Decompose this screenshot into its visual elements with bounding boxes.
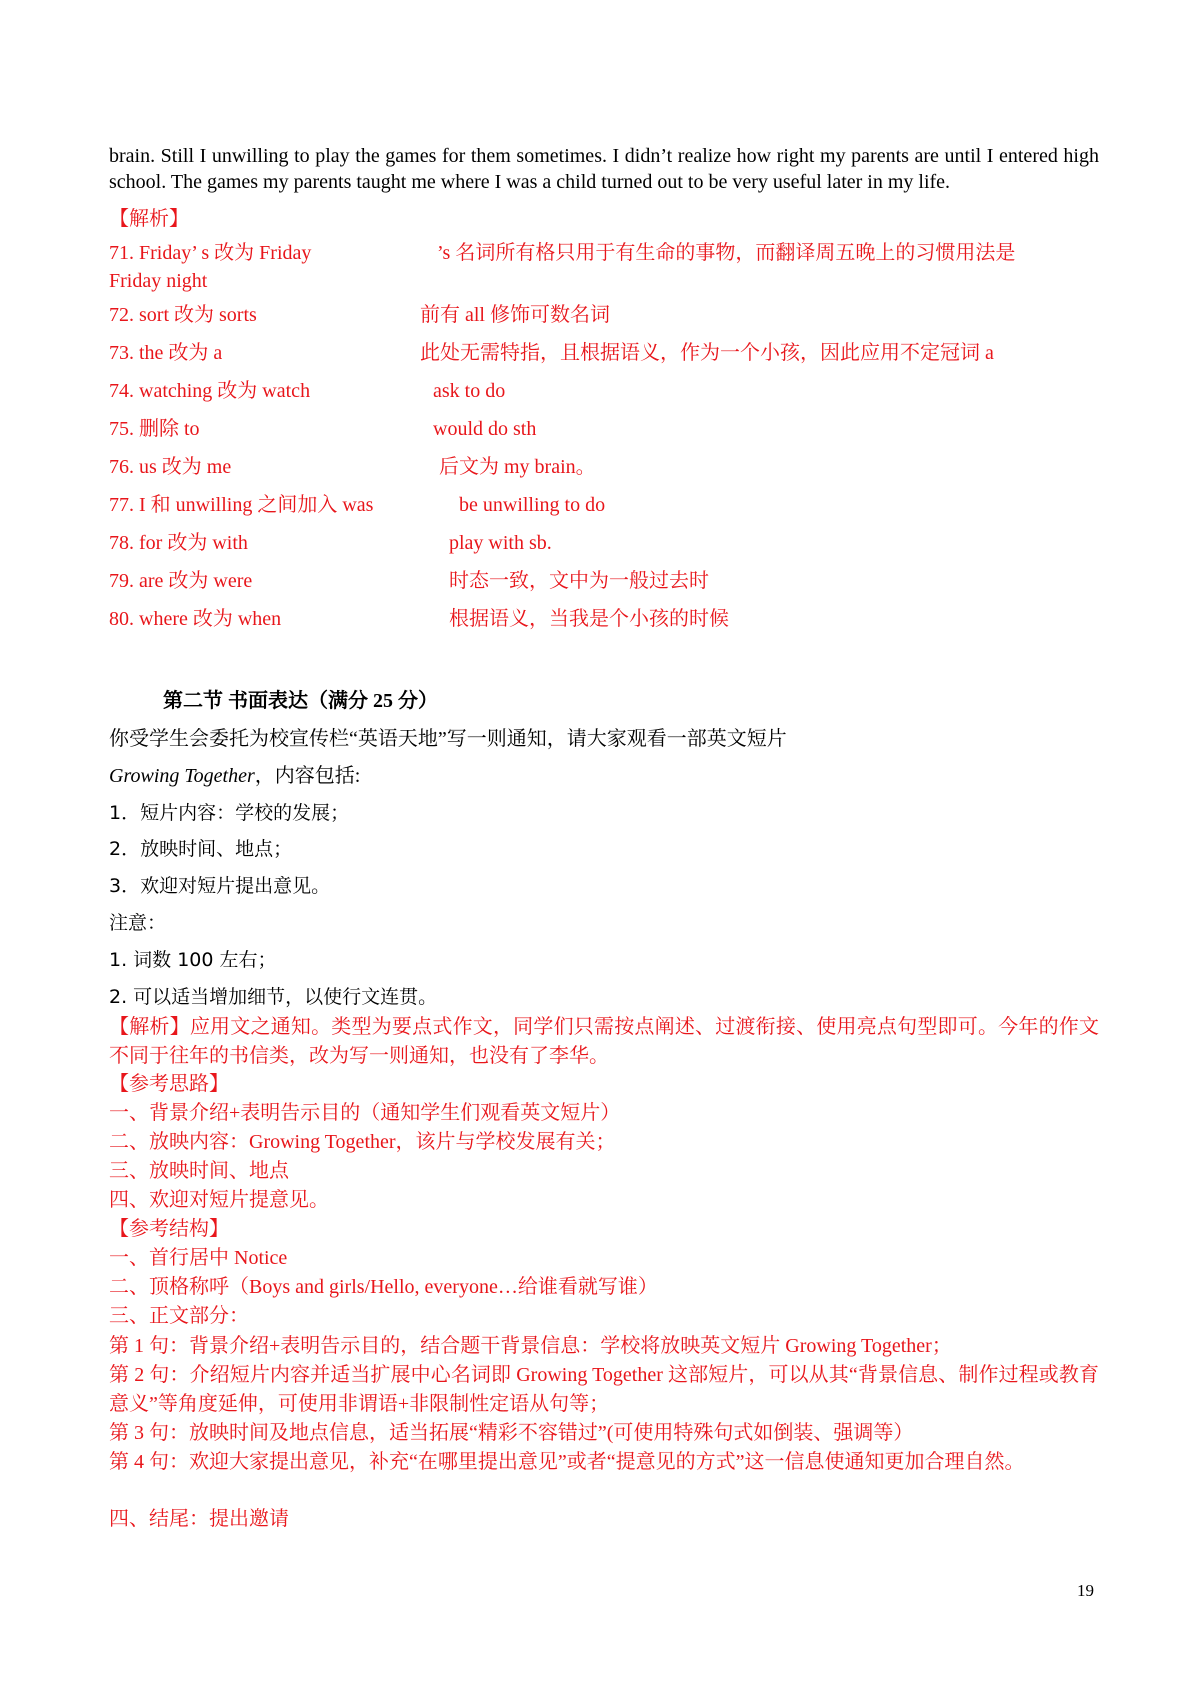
correction-80-right: 根据语义，当我是个小孩的时候 <box>449 608 729 630</box>
point-1: 1．短片内容：学校的发展； <box>109 802 350 824</box>
correction-74-right: ask to do <box>433 380 506 402</box>
point-2: 2．放映时间、地点； <box>109 838 293 860</box>
correction-71-continuation: Friday night <box>109 270 208 292</box>
point-3: 3．欢迎对短片提出意见。 <box>109 875 331 897</box>
structure-heading: 【参考结构】 <box>109 1218 229 1240</box>
thinking-1: 一、背景介绍+表明告示目的（通知学生们观看英文短片） <box>109 1102 621 1124</box>
correction-71-left: 71. Friday’ s 改为 Friday <box>109 242 312 264</box>
page-number: 19 <box>1077 1581 1094 1600</box>
correction-75-left: 75. 删除 to <box>109 418 200 440</box>
prompt-line-2-rest: ，内容包括: <box>254 765 361 787</box>
correction-76-left: 76. us 改为 me <box>109 456 232 478</box>
correction-71-right: ’s 名词所有格只用于有生命的事物，而翻译周五晚上的习惯用法是 <box>437 242 1016 264</box>
note-1: 1. 词数 100 左右； <box>109 949 277 971</box>
structure-1: 一、首行居中 Notice <box>109 1247 288 1269</box>
prompt-line-1: 你受学生会委托为校宣传栏“英语天地”写一则通知，请大家观看一部英文短片 <box>109 728 787 750</box>
correction-74-left: 74. watching 改为 watch <box>109 380 311 402</box>
correction-76-right: 后文为 my brain。 <box>439 456 596 478</box>
analysis-heading: 【解析】 <box>109 208 189 230</box>
sentence-1: 第 1 句：背景介绍+表明告示目的，结合题干背景信息：学校将放映英文短片 Growing Together； <box>109 1335 952 1357</box>
correction-72-left: 72. sort 改为 sorts <box>109 304 257 326</box>
correction-77-right: be unwilling to do <box>459 494 606 516</box>
correction-72-right: 前有 all 修饰可数名词 <box>420 304 610 326</box>
thinking-heading: 【参考思路】 <box>109 1073 229 1095</box>
thinking-4: 四、欢迎对短片提意见。 <box>109 1189 329 1211</box>
correction-79-right: 时态一致，文中为一般过去时 <box>449 570 709 592</box>
sentence-4: 第 4 句：欢迎大家提出意见，补充“在哪里提出意见”或者“提意见的方式”这一信息使通知更加合理自然。 <box>109 1451 1025 1473</box>
intro-paragraph: brain. Still I unwilling to play the games for them sometimes. I didn’t realize how right my parents are until I entered high school. The games my parents taught me where I was a child turned out to be very useful later in my life. <box>109 145 1099 193</box>
correction-78-left: 78. for 改为 with <box>109 532 248 554</box>
reference-analysis: 【解析】应用文之通知。类型为要点式作文，同学们只需按点阐述、过渡衔接、使用亮点句型即可。今年的作文不同于往年的书信类，改为写一则通知，也没有了李华。 <box>109 1016 1099 1067</box>
note-2: 2. 可以适当增加细节，以使行文连贯。 <box>109 986 438 1008</box>
thinking-3: 三、放映时间、地点 <box>109 1160 289 1182</box>
correction-78-right: play with sb. <box>449 532 552 554</box>
correction-75-right: would do sth <box>433 418 537 440</box>
notice-label: 注意： <box>109 912 167 934</box>
correction-73-right: 此处无需特指，且根据语义，作为一个小孩，因此应用不定冠词 a <box>420 342 994 364</box>
structure-2: 二、顶格称呼（Boys and girls/Hello, everyone…给谁看就写谁） <box>109 1276 658 1298</box>
film-title: Growing Together <box>109 765 255 787</box>
structure-3: 三、正文部分： <box>109 1305 249 1327</box>
correction-79-left: 79. are 改为 were <box>109 570 253 592</box>
prompt-line-2 <box>109 762 360 790</box>
section-title: 第二节 书面表达（满分 25 分） <box>163 690 438 712</box>
correction-80-left: 80. where 改为 when <box>109 608 282 630</box>
thinking-2: 二、放映内容：Growing Together，该片与学校发展有关； <box>109 1131 616 1153</box>
sentence-3: 第 3 句：放映时间及地点信息，适当拓展“精彩不容错过”(可使用特殊句式如倒装、强调等） <box>109 1422 914 1444</box>
correction-77-left: 77. I 和 unwilling 之间加入 was <box>109 494 374 516</box>
ending: 四、结尾：提出邀请 <box>109 1508 289 1530</box>
correction-73-left: 73. the 改为 a <box>109 342 223 364</box>
sentence-2: 第 2 句：介绍短片内容并适当扩展中心名词即 Growing Together 这部短片，可以从其“背景信息、制作过程或教育意义”等角度延伸，可使用非谓语+非限制性定语从句等； <box>109 1364 1099 1415</box>
